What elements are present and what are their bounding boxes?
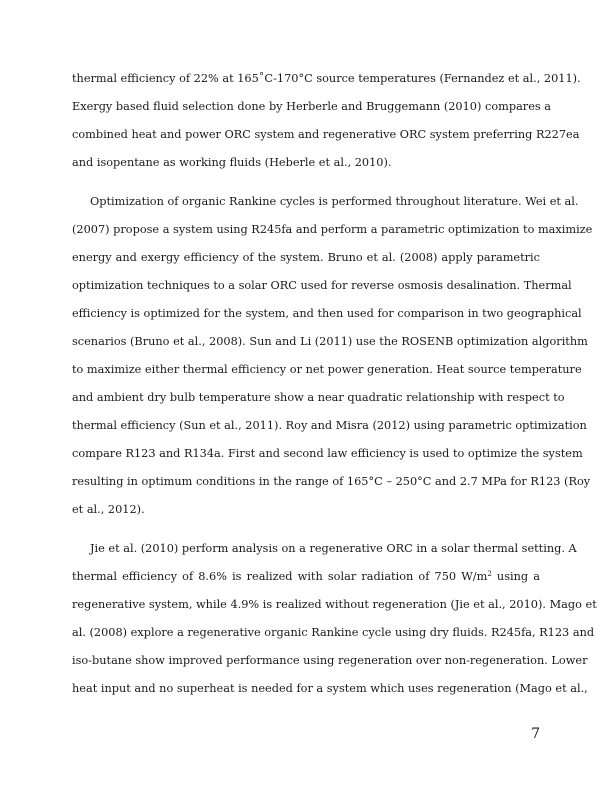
body-text-line: (2007) propose a system using R245fa and perform a parametric optimization to maximize (72, 223, 593, 236)
body-text-line (72, 570, 540, 584)
text-segment: thermal efficiency of 8.6% is realized with solar radiation of 750 W/m (72, 570, 488, 583)
body-text-line: scenarios (Bruno et al., 2008). Sun and Li (2011) use the ROSENB optimization algorithm (72, 335, 588, 348)
body-text-line: heat input and no superheat is needed for a system which uses regeneration (Mago et al., (72, 682, 588, 695)
page-number: 7 (531, 726, 540, 742)
body-text-line: Jie et al. (2010) perform analysis on a regenerative ORC in a solar thermal setting. A (90, 542, 577, 555)
body-text-line: Optimization of organic Rankine cycles is performed throughout literature. Wei et al. (90, 195, 579, 208)
body-text-line: combined heat and power ORC system and regenerative ORC system preferring R227ea (72, 128, 580, 141)
body-text-line: iso-butane show improved performance using regeneration over non-regeneration. Lower (72, 654, 588, 667)
body-text-line: optimization techniques to a solar ORC used for reverse osmosis desalination. Thermal (72, 279, 572, 292)
body-text-line: resulting in optimum conditions in the range of 165°C – 250°C and 2.7 MPa for R123 (Roy (72, 475, 591, 488)
body-text-line: thermal efficiency of 22% at 165˚C-170°C source temperatures (Fernandez et al., 2011). (72, 72, 581, 85)
body-text-line: efficiency is optimized for the system, and then used for comparison in two geographical (72, 307, 582, 320)
body-text-line: al. (2008) explore a regenerative organic Rankine cycle using dry fluids. R245fa, R123 and (72, 626, 595, 639)
body-text-line: and isopentane as working fluids (Heberle et al., 2010). (72, 156, 392, 169)
body-text-line: to maximize either thermal efficiency or net power generation. Heat source temperature (72, 363, 582, 376)
body-text-line: regenerative system, while 4.9% is realized without regeneration (Jie et al., 2010). Mago et (72, 598, 597, 611)
body-text-line: energy and exergy efficiency of the system. Bruno et al. (2008) apply parametric (72, 251, 540, 264)
body-text-line: compare R123 and R134a. First and second law efficiency is used to optimize the system (72, 447, 583, 460)
body-text-line: and ambient dry bulb temperature show a near quadratic relationship with respect to (72, 391, 565, 404)
body-text-line: thermal efficiency (Sun et al., 2011). Roy and Misra (2012) using parametric optimization (72, 419, 587, 432)
superscript: 2 (487, 570, 492, 578)
text-segment: using a (491, 570, 540, 583)
body-text-line: et al., 2012). (72, 503, 145, 516)
body-text-line: Exergy based fluid selection done by Herberle and Bruggemann (2010) compares a (72, 100, 552, 113)
